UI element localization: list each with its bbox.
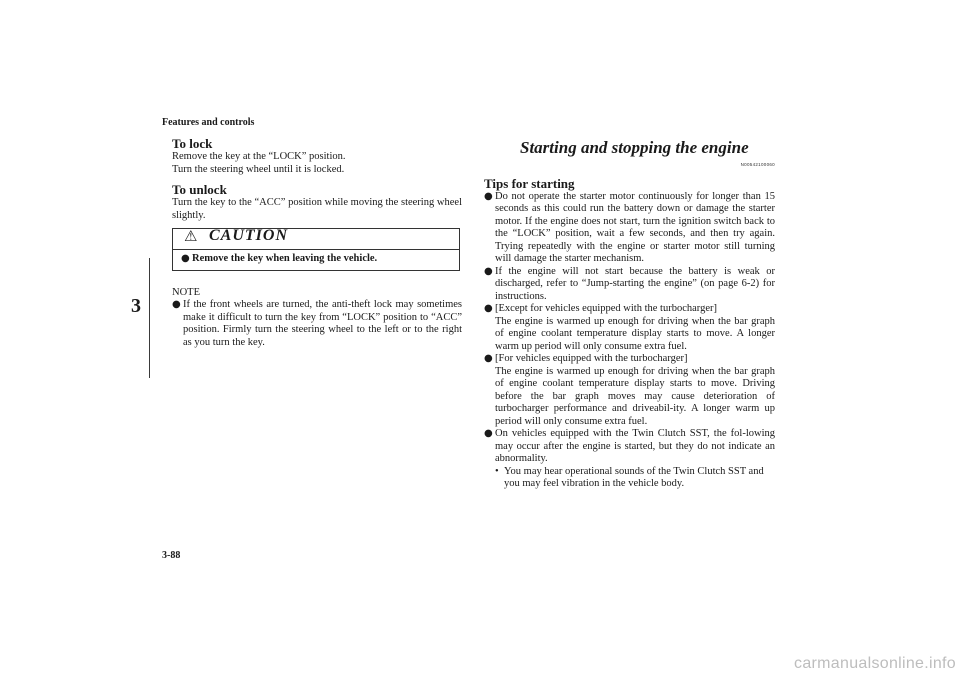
tip-text: If the engine will not start because the battery is weak or discharged, refer to “Jump-starting the engine” (on page 6-2) for instructions. <box>495 265 775 302</box>
section-title: Starting and stopping the engine <box>520 138 749 157</box>
caution-title: CAUTION <box>209 227 289 244</box>
note-label: NOTE <box>172 286 200 298</box>
filled-circle-bullet-icon: ● <box>484 303 493 314</box>
chapter-tab-number: 3 <box>131 295 141 317</box>
tip-text: Do not operate the starter motor continuously for longer than 15 seconds as this could run the battery down or damage the starter motor. If the engine does not start, turn the ignition switch back to the “LOCK” position, wait a few seconds, and then try again. Trying repeatedly with the engine or starter motor still turning will damage the starter mechanism. <box>495 190 775 264</box>
tip-sub-item <box>495 466 775 491</box>
note-text: If the front wheels are turned, the anti-theft lock may sometimes make it difficult to turn the key from “LOCK” position to “ACC” position. Firmly turn the steering wheel to the left or to the right as you turn the key. <box>183 299 462 348</box>
tip-item <box>484 266 775 304</box>
tip-item <box>484 353 775 428</box>
tip-text: On vehicles equipped with the Twin Clutch SST, the fol-lowing may occur after the engine is started, but they do not indicate an abnormality. <box>495 428 775 464</box>
to-lock-line-2: Turn the steering wheel until it is locked. <box>172 163 345 175</box>
note-item <box>172 299 462 349</box>
filled-circle-bullet-icon: ● <box>484 428 493 439</box>
section-reference-code: N00542100060 <box>740 162 775 167</box>
filled-circle-bullet-icon: ● <box>484 190 493 202</box>
caution-header <box>173 229 459 250</box>
right-column <box>484 139 775 491</box>
to-unlock-heading: To unlock <box>172 182 227 197</box>
filled-circle-bullet-icon: ● <box>484 353 493 364</box>
tip-item <box>484 428 775 466</box>
filled-circle-bullet-icon: ● <box>181 253 190 264</box>
tip-item <box>484 303 775 353</box>
tip-item <box>484 191 775 266</box>
tip-condition: [For vehicles equipped with the turbocharger] <box>495 353 688 364</box>
watermark: carmanualsonline.info <box>794 655 956 672</box>
tip-sub-text: You may hear operational sounds of the Twin Clutch SST and you may feel vibration in the vehicle body. <box>504 465 764 489</box>
tip-condition: [Except for vehicles equipped with the turbocharger] <box>495 303 717 314</box>
tip-text: The engine is warmed up enough for driving when the bar graph of engine coolant temperature display starts to move. A longer warm up period will only consume extra fuel. <box>495 315 775 352</box>
small-bullet-icon: • <box>495 465 499 477</box>
tip-text: The engine is warmed up enough for driving when the bar graph of engine coolant temperature display starts to move. Driving before the bar graph moves may cause deterioration of turbocharger performance and driveabil-ity. A longer warm up period will only consume extra fuel. <box>495 365 775 427</box>
caution-item <box>173 250 459 270</box>
caution-box <box>172 228 460 271</box>
to-lock-heading: To lock <box>172 136 213 151</box>
filled-circle-bullet-icon: ● <box>484 265 493 277</box>
chapter-divider-line <box>149 258 150 378</box>
to-lock-line-1: Remove the key at the “LOCK” position. <box>172 151 346 162</box>
running-header: Features and controls <box>162 117 255 128</box>
warning-triangle-icon: ⚠ <box>184 227 198 245</box>
page-number: 3-88 <box>162 550 181 561</box>
tips-heading: Tips for starting <box>484 175 575 191</box>
caution-text: Remove the key when leaving the vehicle. <box>192 253 378 264</box>
filled-circle-bullet-icon: ● <box>172 299 181 310</box>
to-unlock-text: Turn the key to the “ACC” position while moving the steering wheel slightly. <box>172 197 462 221</box>
left-column <box>172 136 462 349</box>
